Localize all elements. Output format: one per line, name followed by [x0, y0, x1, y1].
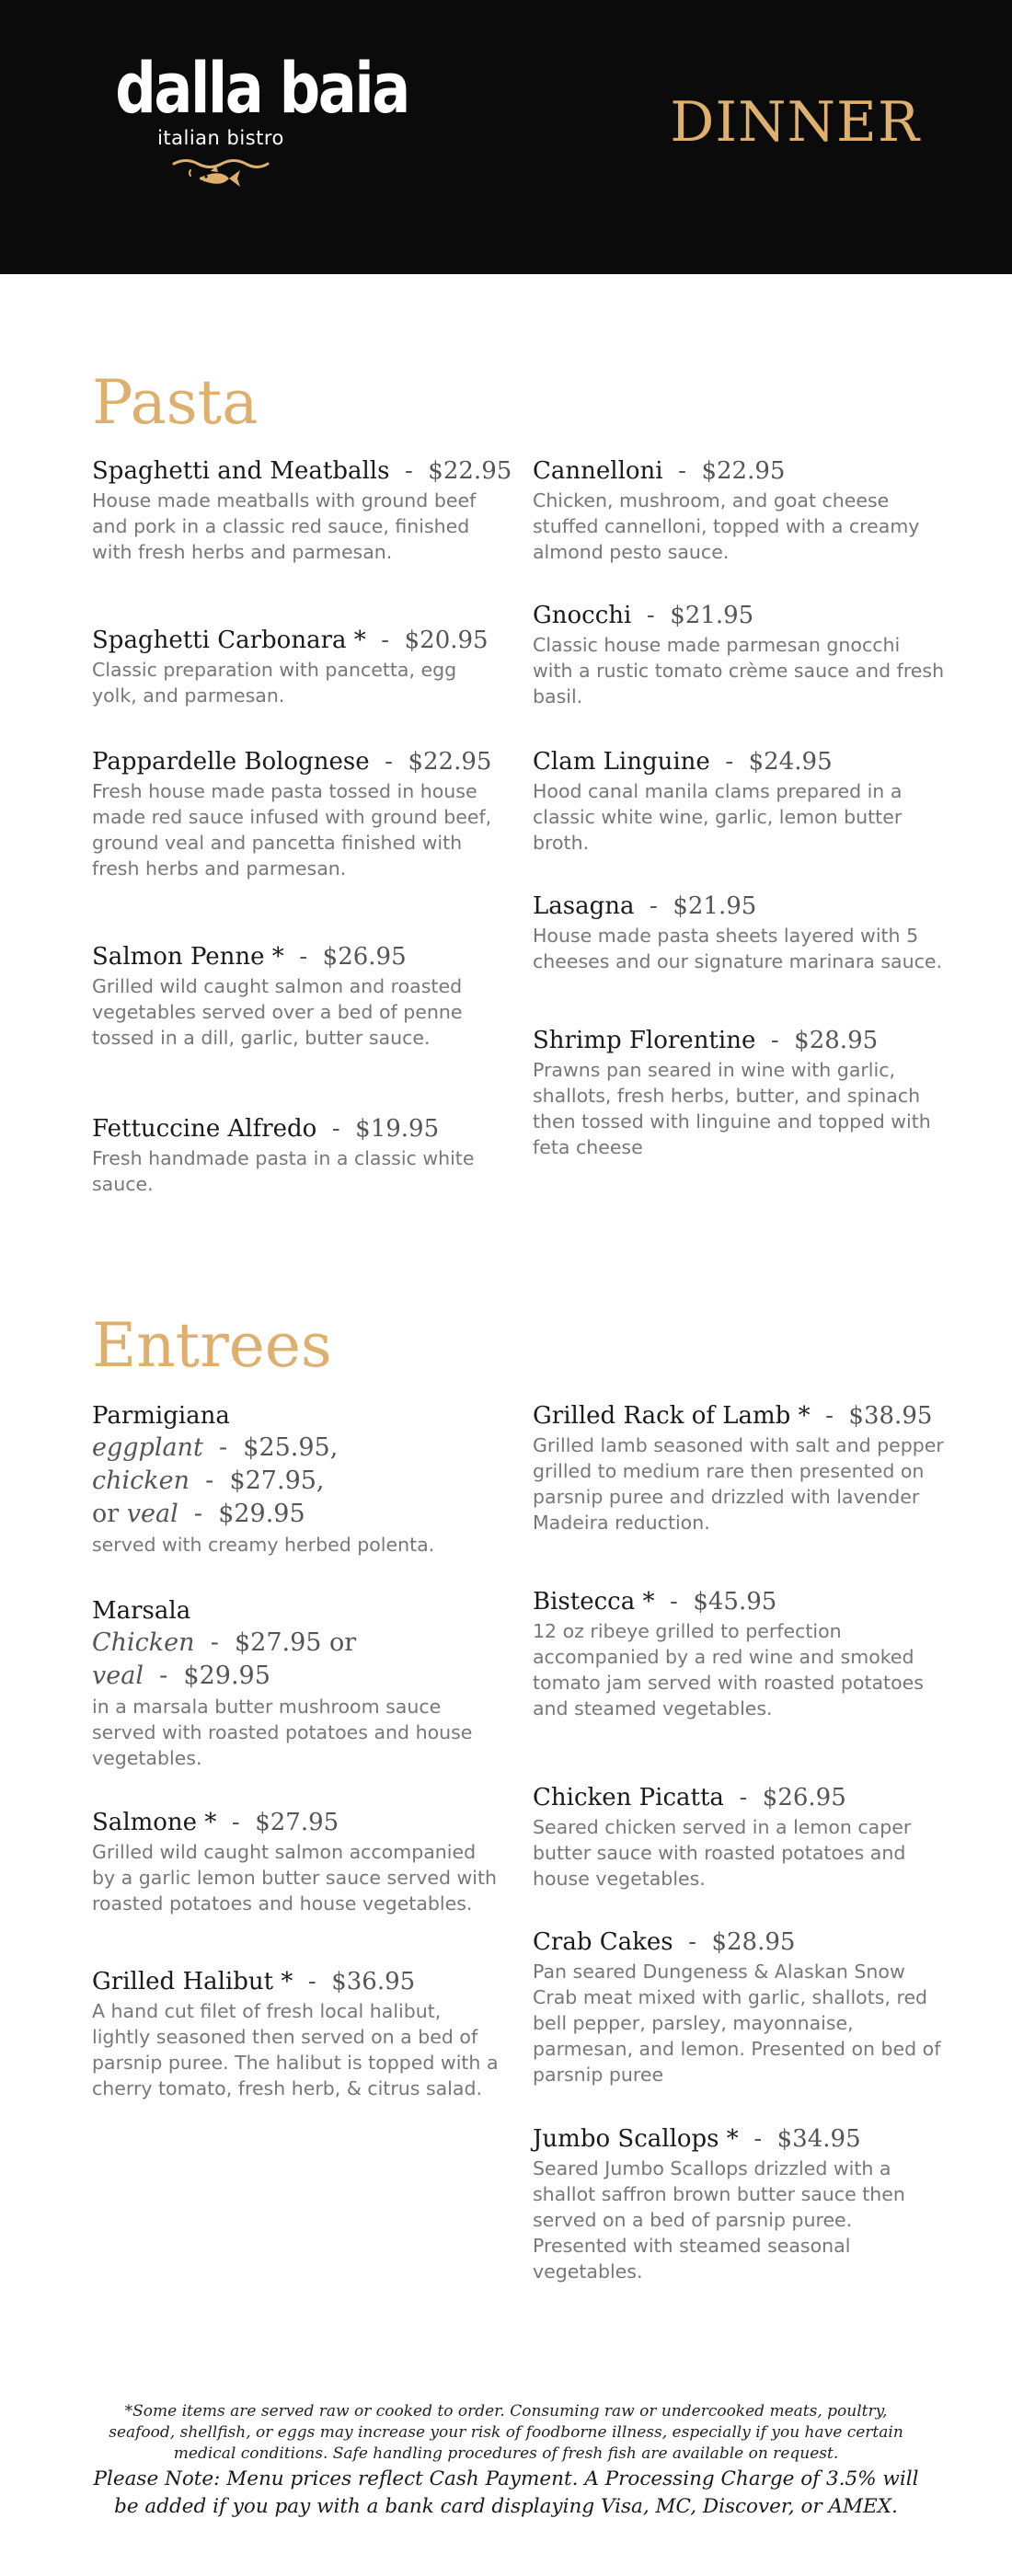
menu-item-header: Clam Linguine - $24.95 [533, 748, 833, 776]
menu-item [92, 1113, 504, 1197]
item-name: Grilled Halibut * [92, 1968, 293, 1995]
item-description: served with creamy herbed polenta. [92, 1534, 435, 1556]
item-description: House made pasta sheets layered with 5 cheeses and our signature marinara sauce. [533, 925, 942, 972]
menu-item [533, 600, 945, 709]
item-description: Fresh house made pasta tossed in house made red sauce infused with ground beef, ground veal and pancetta finished with fresh herbs and parmesan. [92, 780, 492, 880]
item-name: Salmon Penne * [92, 943, 284, 971]
section-title-entrees: Entrees [92, 1310, 332, 1381]
menu-item-header: Pappardelle Bolognese - $22.95 [92, 748, 492, 776]
item-description: Prawns pan seared in wine with garlic, shallots, fresh herbs, butter, and spinach then tossed with linguine and topped with feta cheese [533, 1059, 931, 1158]
menu-item-header: Jumbo Scallops * - $34.95 [533, 2125, 861, 2153]
option-name: Chicken [92, 1628, 195, 1657]
menu-item [533, 891, 945, 974]
item-option: chicken - $27.95, [92, 1466, 325, 1495]
item-price: $28.95 [794, 1027, 879, 1054]
item-price: $38.95 [848, 1402, 933, 1430]
item-description: Pan seared Dungeness & Alaskan Snow Crab meat mixed with garlic, shallots, red bell pepper, parsley, mayonnaise, parmesan, and lemon. Presented on bed of parsnip puree [533, 1961, 941, 2086]
menu-item [92, 941, 504, 1051]
menu-item [533, 1025, 945, 1160]
menu-item [533, 1782, 945, 1892]
item-description: Hood canal manila clams prepared in a classic white wine, garlic, lemon butter broth. [533, 780, 903, 854]
item-name: Spaghetti and Meatballs [92, 457, 390, 485]
item-description: Seared Jumbo Scallops drizzled with a shallot saffron brown butter sauce then served on a bed of parsnip puree. Presented with steamed seasonal vegetables. [533, 2157, 905, 2283]
menu-item [533, 1400, 945, 1535]
item-description: Fresh handmade pasta in a classic white sauce. [92, 1147, 475, 1195]
item-description: 12 oz ribeye grilled to perfection accompanied by a red wine and smoked tomato jam served with roasted potatoes and steamed vegetables. [533, 1620, 924, 1719]
menu-item-header: Grilled Rack of Lamb * - $38.95 [533, 1402, 933, 1430]
item-price: $26.95 [762, 1784, 846, 1811]
item-description: in a marsala butter mushroom sauce served with roasted potatoes and house vegetables. [92, 1696, 473, 1769]
section-title-pasta: Pasta [92, 367, 259, 438]
item-price: $22.95 [408, 748, 492, 776]
payment-note: Please Note: Menu prices reflect Cash Payment. A Processing Charge of 3.5% will be added if you pay with a bank card displaying Visa, MC, Discover, or AMEX. [93, 2467, 919, 2518]
item-name: Shrimp Florentine [533, 1027, 756, 1054]
item-price: $21.95 [670, 602, 754, 629]
menu-item-marsala [92, 1595, 504, 1771]
item-price: $22.95 [428, 457, 512, 485]
item-name: Parmigiana [92, 1402, 230, 1430]
item-option: eggplant - $25.95, [92, 1433, 339, 1462]
menu-item-header: Chicken Picatta - $26.95 [533, 1784, 846, 1811]
option-price: $29.95 [183, 1662, 270, 1690]
item-name: Fettuccine Alfredo [92, 1115, 317, 1143]
menu-item-header: Salmon Penne * - $26.95 [92, 943, 407, 971]
menu-item [92, 1966, 504, 2101]
item-name: Gnocchi [533, 602, 632, 629]
option-name: chicken [92, 1466, 190, 1495]
option-prefix: or [92, 1500, 120, 1528]
wave-fish-icon [172, 156, 270, 193]
item-option: or veal - $29.95 [92, 1500, 305, 1528]
menu-item [92, 746, 504, 881]
item-price: $20.95 [404, 627, 489, 654]
restaurant-logo [92, 47, 408, 193]
option-price: $27.95, [229, 1466, 325, 1495]
item-name: Grilled Rack of Lamb * [533, 1402, 811, 1430]
header-banner [0, 0, 1012, 274]
item-price: $45.95 [693, 1588, 777, 1616]
menu-item-parmigiana [92, 1400, 504, 1558]
option-name: veal [126, 1500, 178, 1528]
item-description: Seared chicken served in a lemon caper butter sauce with roasted potatoes and house vegetables. [533, 1816, 912, 1890]
food-safety-disclaimer: *Some items are served raw or cooked to order. Consuming raw or undercooked meats, poultry, seafood, shellfish, or eggs may increase your risk of foodborne illness, especially if you have certain medical conditions. Safe handling procedures of fresh fish are available on request. [109, 2402, 903, 2463]
item-name: Crab Cakes [533, 1928, 673, 1956]
item-name: Jumbo Scallops * [533, 2125, 739, 2153]
item-description: Classic house made parmesan gnocchi with a rustic tomato crème sauce and fresh basil. [533, 634, 945, 707]
menu-item [92, 1807, 504, 1916]
menu-item-header: Salmone * - $27.95 [92, 1809, 339, 1836]
item-price: $21.95 [673, 892, 757, 920]
item-option: Chicken - $27.95 or [92, 1628, 357, 1657]
option-price: $27.95 or [235, 1628, 357, 1657]
option-name: eggplant [92, 1433, 203, 1462]
menu-item-header: Grilled Halibut * - $36.95 [92, 1968, 416, 1995]
item-description: House made meatballs with ground beef and pork in a classic red sauce, finished with fresh herbs and parmesan. [92, 489, 477, 563]
item-price: $19.95 [355, 1115, 440, 1143]
menu-item-header: Cannelloni - $22.95 [533, 457, 786, 485]
menu-item [533, 1586, 945, 1721]
menu-item-header: Shrimp Florentine - $28.95 [533, 1027, 879, 1054]
menu-item [92, 455, 512, 565]
item-name: Clam Linguine [533, 748, 710, 776]
item-name: Bistecca * [533, 1588, 655, 1616]
menu-item-header: Spaghetti Carbonara * - $20.95 [92, 627, 489, 654]
item-price: $28.95 [711, 1928, 796, 1956]
item-description: Grilled lamb seasoned with salt and pepper grilled to medium rare then presented on parsnip puree and drizzled with lavender Madeira reduction. [533, 1434, 944, 1534]
menu-item-header: Crab Cakes - $28.95 [533, 1928, 796, 1956]
item-price: $24.95 [748, 748, 833, 776]
item-description: Grilled wild caught salmon accompanied by a garlic lemon butter sauce served with roasted potatoes and house vegetables. [92, 1841, 498, 1915]
item-price: $34.95 [776, 2125, 861, 2153]
option-price: $25.95, [243, 1433, 339, 1462]
item-name: Spaghetti Carbonara * [92, 627, 366, 654]
menu-item [533, 455, 945, 565]
menu-item [533, 2123, 945, 2284]
menu-item-header: Spaghetti and Meatballs - $22.95 [92, 457, 512, 485]
item-description: Chicken, mushroom, and goat cheese stuffed cannelloni, topped with a creamy almond pesto sauce. [533, 489, 920, 563]
item-price: $22.95 [701, 457, 786, 485]
item-option: veal - $29.95 [92, 1662, 270, 1690]
item-name: Salmone * [92, 1809, 217, 1836]
logo-wordmark: dalla baia [115, 47, 408, 129]
item-price: $36.95 [331, 1968, 416, 1995]
item-description: A hand cut filet of fresh local halibut, lightly seasoned then served on a bed of parsnip puree. The halibut is topped with a cherry tomato, fresh herb, & citrus salad. [92, 2000, 499, 2099]
menu-type-title: DINNER [670, 90, 920, 155]
item-description: Classic preparation with pancetta, egg yolk, and parmesan. [92, 659, 457, 707]
menu-item [92, 625, 504, 708]
item-name: Pappardelle Bolognese [92, 748, 370, 776]
item-price: $26.95 [322, 943, 407, 971]
option-price: $29.95 [218, 1500, 305, 1528]
logo-tagline: italian bistro [157, 127, 284, 149]
item-description: Grilled wild caught salmon and roasted vegetables served over a bed of penne tossed in a dill, garlic, butter sauce. [92, 975, 463, 1049]
item-name: Marsala [92, 1597, 191, 1625]
item-price: $27.95 [255, 1809, 339, 1836]
item-name: Chicken Picatta [533, 1784, 724, 1811]
item-name: Lasagna [533, 892, 635, 920]
item-name: Cannelloni [533, 457, 663, 485]
menu-item-header: Bistecca * - $45.95 [533, 1588, 777, 1616]
menu-item-header: Gnocchi - $21.95 [533, 602, 754, 629]
option-name: veal [92, 1662, 144, 1690]
menu-item-header: Fettuccine Alfredo - $19.95 [92, 1115, 440, 1143]
menu-item [533, 1926, 945, 2087]
menu-item [533, 746, 945, 856]
menu-item-header: Lasagna - $21.95 [533, 892, 757, 920]
